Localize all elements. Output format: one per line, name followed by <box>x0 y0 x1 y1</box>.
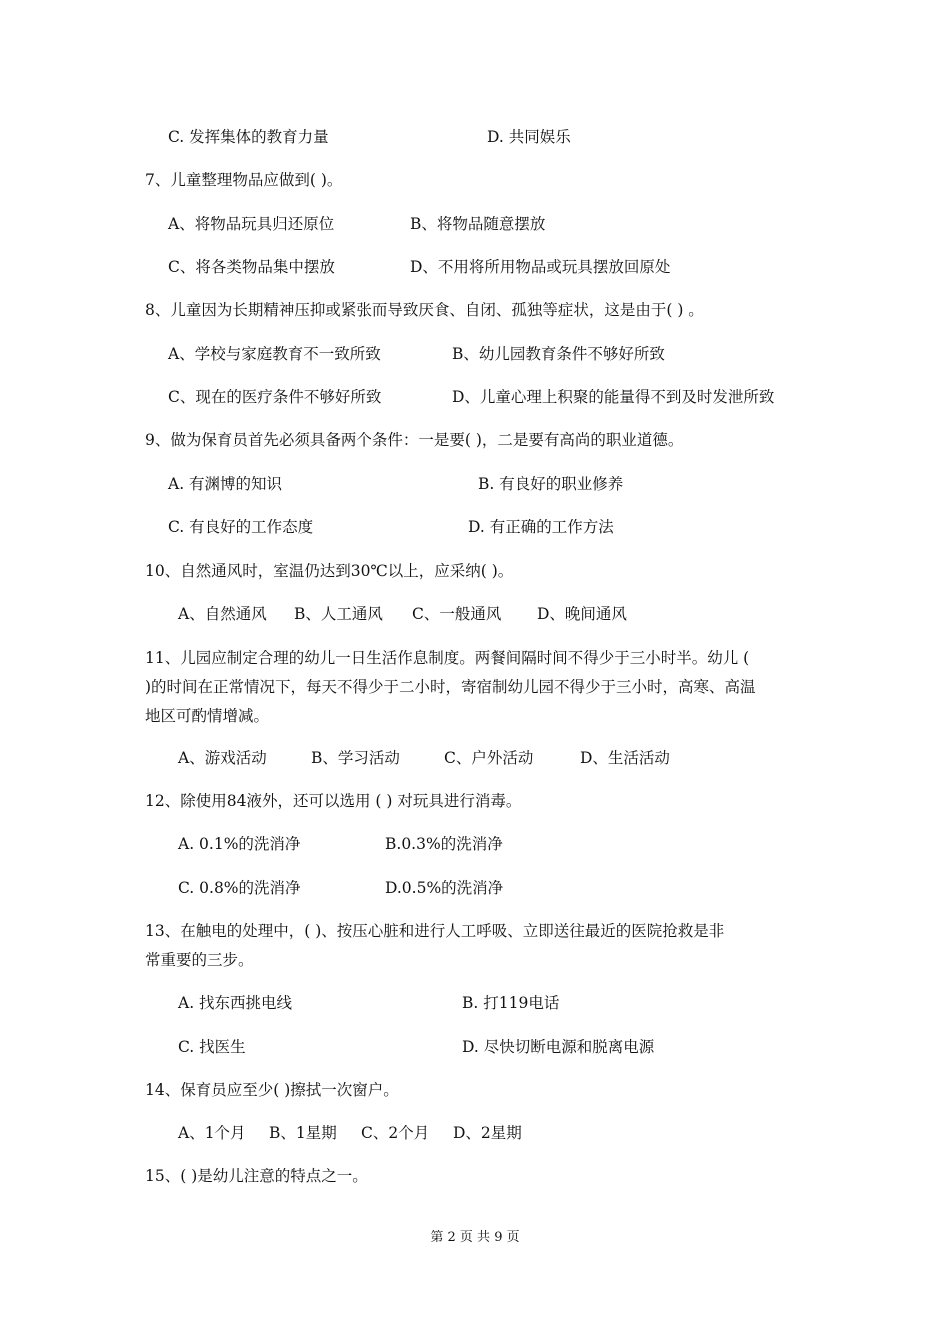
page-number: 第 2 页 共 9 页 <box>430 1230 520 1245</box>
q11-stem-line-2: )的时间在正常情况下，每天不得少于二小时，寄宿制幼儿园不得少于三小时，高寒、高温 <box>145 678 756 696</box>
q14-option-d: D、2星期 <box>453 1124 522 1142</box>
q13-option-a: A. 找东西挑电线 <box>178 994 293 1012</box>
q11-option-a: A、游戏活动 <box>178 749 267 767</box>
q9-stem: 9、做为保育员首先必须具备两个条件：一是要( )，二是要有高尚的职业道德。 <box>145 431 684 449</box>
q14-option-c: C、2个月 <box>361 1124 430 1142</box>
q10-option-a: A、自然通风 <box>178 605 267 623</box>
q12-stem: 12、除使用84液外，还可以选用 ( ) 对玩具进行消毒。 <box>145 792 522 810</box>
q12-option-c: C. 0.8%的洗消净 <box>178 879 301 897</box>
q11-option-b: B、学习活动 <box>311 749 400 767</box>
q15-stem: 15、( )是幼儿注意的特点之一。 <box>145 1167 368 1185</box>
q13-stem-line-1: 13、在触电的处理中，( )、按压心脏和进行人工呼吸、立即送往最近的医院抢救是非 <box>145 922 725 940</box>
q9-option-a: A. 有渊博的知识 <box>168 475 283 493</box>
q7-option-a: A、将物品玩具归还原位 <box>168 215 335 233</box>
q14-option-a: A、1个月 <box>178 1124 246 1142</box>
q9-option-d: D. 有正确的工作方法 <box>468 518 614 536</box>
q6-option-d: D. 共同娱乐 <box>487 128 571 146</box>
q7-option-c: C、将各类物品集中摆放 <box>168 258 335 276</box>
q8-option-b: B、幼儿园教育条件不够好所致 <box>452 345 665 363</box>
q9-option-c: C. 有良好的工作态度 <box>168 518 314 536</box>
q13-option-b: B. 打119电话 <box>462 994 560 1012</box>
q8-option-a: A、学校与家庭教育不一致所致 <box>168 345 381 363</box>
q8-option-c: C、现在的医疗条件不够好所致 <box>168 388 382 406</box>
q8-stem: 8、儿童因为长期精神压抑或紧张而导致厌食、自闭、孤独等症状，这是由于( ) 。 <box>145 301 704 319</box>
q6-option-c: C. 发挥集体的教育力量 <box>168 128 329 146</box>
q12-option-a: A. 0.1%的洗消净 <box>178 835 301 853</box>
q7-stem: 7、儿童整理物品应做到( )。 <box>145 171 343 189</box>
q10-option-c: C、一般通风 <box>412 605 502 623</box>
q10-option-b: B、人工通风 <box>294 605 383 623</box>
q10-option-d: D、晚间通风 <box>537 605 627 623</box>
q14-stem: 14、保育员应至少( )擦拭一次窗户。 <box>145 1081 399 1099</box>
q13-stem-line-2: 常重要的三步。 <box>145 951 254 969</box>
q13-option-d: D. 尽快切断电源和脱离电源 <box>462 1038 655 1056</box>
q11-option-d: D、生活活动 <box>580 749 670 767</box>
q10-stem: 10、自然通风时，室温仍达到30℃以上，应采纳( )。 <box>145 562 514 580</box>
q7-option-b: B、将物品随意摆放 <box>410 215 546 233</box>
q8-option-d: D、儿童心理上积聚的能量得不到及时发泄所致 <box>452 388 775 406</box>
q14-option-b: B、1星期 <box>269 1124 337 1142</box>
q7-option-d: D、不用将所用物品或玩具摆放回原处 <box>410 258 671 276</box>
q12-option-b: B.0.3%的洗消净 <box>385 835 503 853</box>
q11-option-c: C、户外活动 <box>444 749 534 767</box>
q13-option-c: C. 找医生 <box>178 1038 246 1056</box>
q11-stem-line-1: 11、儿园应制定合理的幼儿一日生活作息制度。两餐间隔时间不得少于三小时半。幼儿 ( <box>145 649 750 667</box>
q12-option-d: D.0.5%的洗消净 <box>385 879 504 897</box>
q9-option-b: B. 有良好的职业修养 <box>478 475 624 493</box>
q11-stem-line-3: 地区可酌情增减。 <box>145 707 270 725</box>
